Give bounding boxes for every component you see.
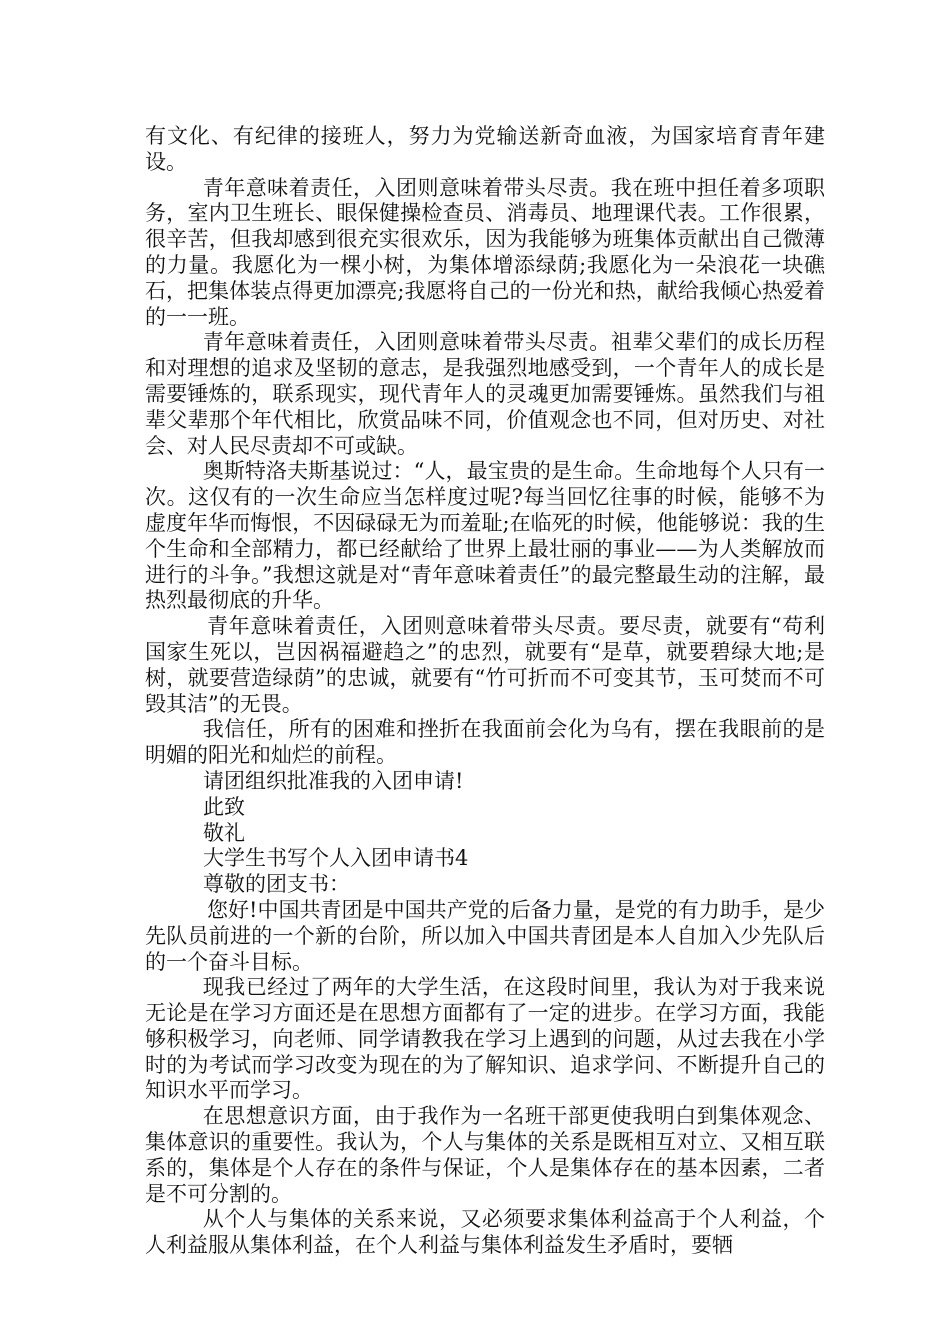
- paragraph-continuation: 有文化、有纪律的接班人，努力为党输送新奇血液，为国家培育青年建设。: [145, 124, 825, 174]
- closing-salutation: 此致: [203, 794, 245, 819]
- application-request-line: 请团组织批准我的入团申请!: [203, 768, 464, 793]
- paragraph-belief: 我信任，所有的困难和挫折在我面前会化为乌有，摆在我眼前的是明媚的阳光和灿烂的前程。: [145, 717, 825, 768]
- paragraph-responsibility-loyalty: 青年意味着责任，入团则意味着带头尽责。要尽责，就要有“苟利国家生死以，岂因祸福避趋之”的忠烈，就要有“是草，就要碧绿大地;是树，就要营造绿荫”的忠诚，就要有“竹可折而不可变其节，玉可焚而不可毁其洁”的无畏。: [145, 614, 825, 716]
- section-heading: 大学生书写个人入团申请书4: [203, 846, 469, 871]
- closing-regards: 敬礼: [203, 820, 245, 845]
- paragraph-study-progress: 现我已经过了两年的大学生活，在这段时间里，我认为对于我来说无论是在学习方面还是在思想方面都有了一定的进步。在学习方面，我能够积极学习，向老师、同学请教我在学习上遇到的问题，从过去我在小学时的为考试而学习改变为现在的为了解知识、追求学问、不断提升自己的知识水平而学习。: [145, 975, 825, 1103]
- paragraph-collective-interest: 从个人与集体的关系来说，又必须要求集体利益高于个人利益，个人利益服从集体利益，在个人利益与集体利益发生矛盾时，要牺: [145, 1207, 825, 1258]
- document-body: [145, 124, 825, 1259]
- paragraph-ostrovsky-quote: 奥斯特洛夫斯基说过：“人，最宝贵的是生命。生命地每个人只有一次。这仅有的一次生命应当怎样度过呢?每当回忆往事的时候，能够不为虚度年华而悔恨，不因碌碌无为而羞耻;在临死的时候，他能够说：我的生个生命和全部精力，都已经献给了世界上最壮丽的事业——为人类解放而进行的斗争。”我想这就是对“青年意味着责任”的最完整最生动的注解，最热烈最彻底的升华。: [145, 459, 825, 613]
- paragraph-responsibility-ancestors: 青年意味着责任，入团则意味着带头尽责。祖辈父辈们的成长历程和对理想的追求及坚韧的意志，是我强烈地感受到，一个青年人的成长是需要锤炼的，联系现实，现代青年人的灵魂更加需要锤炼。虽然我们与祖辈父辈那个年代相比，欣赏品味不同，价值观念也不同，但对历史、对社会、对人民尽责却不可或缺。: [145, 330, 825, 458]
- paragraph-responsibility-duties: 青年意味着责任，入团则意味着带头尽责。我在班中担任着多项职务，室内卫生班长、眼保健操检查员、消毒员、地理课代表。工作很累，很辛苦，但我却感到很充实很欢乐，因为我能够为班集体贡献出自己微薄的力量。我愿化为一棵小树，为集体增添绿荫;我愿化为一朵浪花一块礁石，把集体装点得更加漂亮;我愿将自己的一份光和热，献给我倾心热爱着的一一班。: [145, 175, 825, 329]
- letter-greeting: 尊敬的团支书：: [203, 872, 350, 897]
- paragraph-introduction: 您好!中国共青团是中国共产党的后备力量，是党的有力助手，是少先队员前进的一个新的台阶，所以加入中国共青团是本人自加入少先队后的一个奋斗目标。: [145, 897, 825, 974]
- paragraph-collective-awareness: 在思想意识方面，由于我作为一名班干部更使我明白到集体观念、集体意识的重要性。我认为，个人与集体的关系是既相互对立、又相互联系的，集体是个人存在的条件与保证，个人是集体存在的基本因素，二者是不可分割的。: [145, 1104, 825, 1206]
